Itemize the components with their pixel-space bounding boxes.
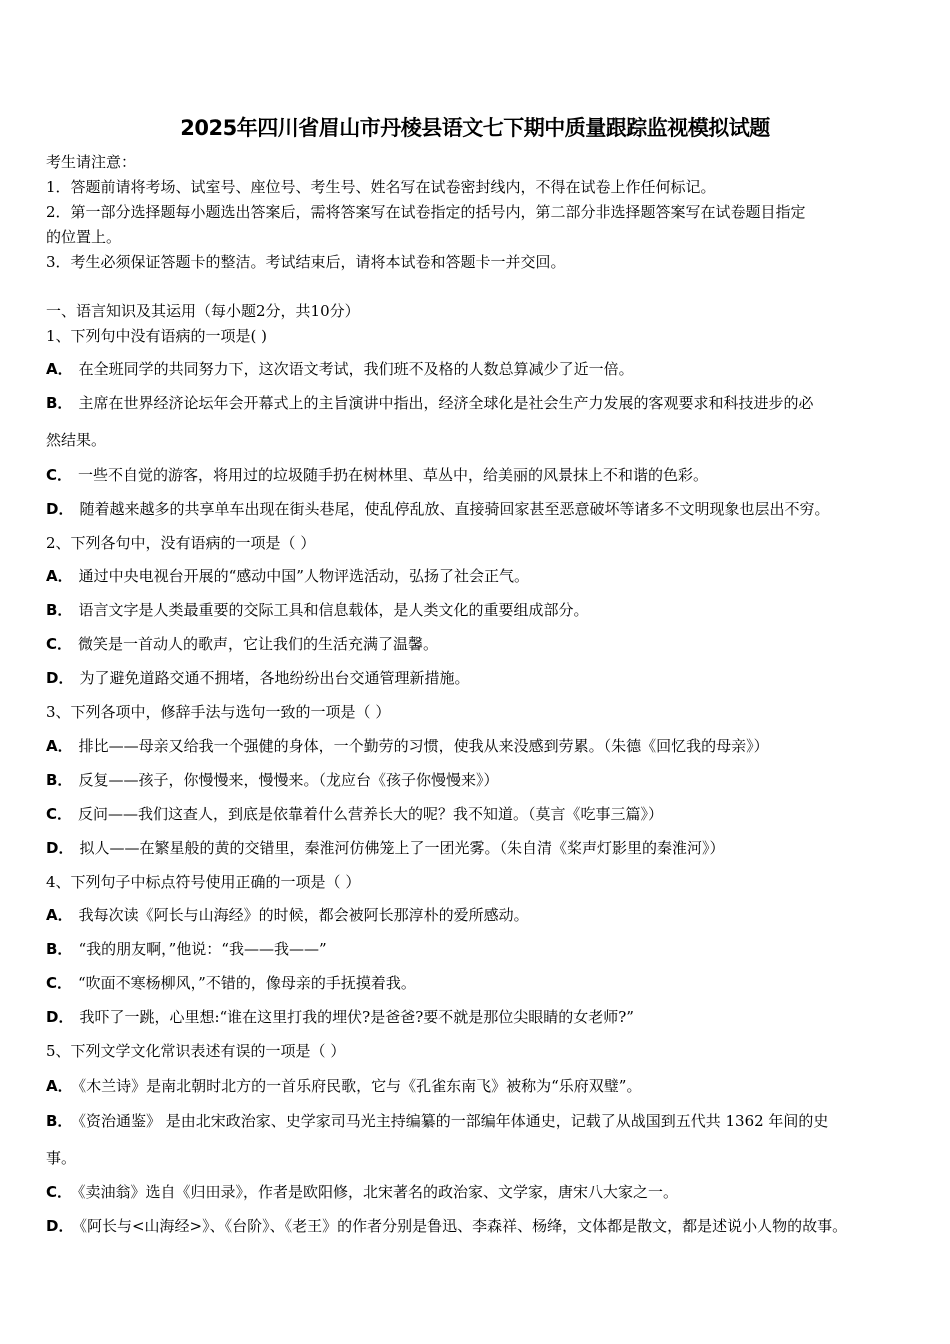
option-letter: C．	[46, 635, 73, 653]
option-text: 微笑是一首动人的歌声，它让我们的生活充满了温馨。	[78, 635, 439, 653]
option-text: 为了避免道路交通不拥堵，各地纷纷出台交通管理新措施。	[79, 669, 470, 687]
option-letter: C．	[46, 805, 73, 823]
option-text: “吹面不寒杨柳风，”不错的，像母亲的手抚摸着我。	[78, 974, 416, 992]
question-4-option-b	[46, 939, 916, 959]
question-4-stem: 4、下列句子中标点符号使用正确的一项是（ ）	[46, 873, 361, 891]
option-text: 然结果。	[46, 431, 107, 449]
option-letter: B．	[46, 394, 73, 412]
option-text: 一些不自觉的游客，将用过的垃圾随手扔在树林里、草丛中，给美丽的风景抹上不和谐的色彩。	[78, 466, 709, 484]
question-2-option-c	[46, 634, 916, 654]
option-letter: C．	[46, 1183, 73, 1201]
option-text: 反问——我们这查人，到底是依靠着什么营养长大的呢？我不知道。（莫言《吃事三篇》）	[78, 805, 664, 823]
notice-item-3: 3．考生必须保证答题卡的整洁。考试结束后，请将本试卷和答题卡一并交回。	[46, 253, 566, 271]
option-text: 反复——孩子，你慢慢来，慢慢来。（龙应台《孩子你慢慢来》）	[78, 771, 499, 789]
question-1-option-b-cont	[46, 430, 916, 450]
option-text: 排比——母亲又给我一个强健的身体，一个勤劳的习惯，使我从来没感到劳累。（朱德《回忆我的母亲》）	[78, 737, 769, 755]
option-letter: A．	[46, 360, 73, 378]
option-letter: D．	[46, 1217, 74, 1235]
option-letter: B．	[46, 601, 73, 619]
option-letter: B．	[46, 940, 73, 958]
question-4-option-a	[46, 905, 916, 925]
question-1-option-a	[46, 359, 916, 379]
question-2-option-a	[46, 566, 916, 586]
option-letter: D．	[46, 1008, 74, 1026]
option-letter: C．	[46, 466, 73, 484]
question-2-stem: 2、下列各句中，没有语病的一项是（ ）	[46, 534, 316, 552]
question-5-stem: 5、下列文学文化常识表述有误的一项是（ ）	[46, 1042, 346, 1060]
option-letter: A．	[46, 737, 73, 755]
option-letter: D．	[46, 669, 74, 687]
option-letter: C．	[46, 974, 73, 992]
notice-item-2-cont: 的位置上。	[46, 228, 122, 246]
option-letter: B．	[46, 771, 73, 789]
notice-heading: 考生请注意：	[46, 153, 137, 171]
option-letter: D．	[46, 500, 74, 518]
exam-title: 2025年四川省眉山市丹棱县语文七下期中质量跟踪监视模拟试题	[180, 116, 770, 140]
question-3-option-d	[46, 838, 916, 858]
question-3-option-a	[46, 736, 916, 756]
question-5-option-b	[46, 1111, 916, 1131]
option-text: 语言文字是人类最重要的交际工具和信息载体，是人类文化的重要组成部分。	[78, 601, 589, 619]
option-letter: B．	[46, 1112, 73, 1130]
option-text: 我每次读《阿长与山海经》的时候，都会被阿长那淳朴的爱所感动。	[78, 906, 529, 924]
question-5-option-a	[46, 1076, 916, 1096]
question-5-option-b-cont	[46, 1148, 916, 1168]
option-text: 事。	[46, 1149, 77, 1167]
option-text: 随着越来越多的共享单车出现在街头巷尾，使乱停乱放、直接骑回家甚至恶意破坏等诸多不文明现象也层出不穷。	[79, 500, 830, 518]
option-text: 拟人——在繁星般的黄的交错里，秦淮河仿佛笼上了一团光雾。（朱自清《桨声灯影里的秦淮河》）	[79, 839, 725, 857]
question-5-option-c	[46, 1182, 916, 1202]
option-text: 通过中央电视台开展的“感动中国”人物评选活动，弘扬了社会正气。	[78, 567, 529, 585]
option-text: 《木兰诗》是南北朝时北方的一首乐府民歌，它与《孔雀东南飞》被称为“乐府双璧”。	[78, 1077, 642, 1095]
question-3-stem: 3、下列各项中，修辞手法与选句一致的一项是（ ）	[46, 703, 391, 721]
option-text: 《卖油翁》选自《归田录》，作者是欧阳修，北宋著名的政治家、文学家，唐宋八大家之一。	[78, 1183, 679, 1201]
question-4-option-d	[46, 1007, 916, 1027]
section-heading: 一、语言知识及其运用（每小题2分，共10分）	[46, 302, 360, 320]
option-letter: A．	[46, 567, 73, 585]
option-text: 主席在世界经济论坛年会开幕式上的主旨演讲中指出，经济全球化是社会生产力发展的客观要求和科技进步的必	[78, 394, 814, 412]
question-2-option-b	[46, 600, 916, 620]
option-text: 《阿长与<山海经>》、《台阶》、《老王》的作者分别是鲁迅、李森祥、杨绛，文体都是散文，都是述说小人物的故事。	[79, 1217, 848, 1235]
option-letter: A．	[46, 1077, 73, 1095]
option-text: 《资治通鉴》 是由北宋政治家、史学家司马光主持编纂的一部编年体通史，记载了从战国到五代共 1362 年间的史	[78, 1112, 829, 1130]
option-letter: D．	[46, 839, 74, 857]
question-2-option-d	[46, 668, 916, 688]
question-3-option-b	[46, 770, 916, 790]
question-1-option-d	[46, 499, 916, 519]
option-text: 在全班同学的共同努力下，这次语文考试，我们班不及格的人数总算减少了近一倍。	[78, 360, 634, 378]
question-1-stem: 1、下列句中没有语病的一项是( )	[46, 327, 268, 345]
question-4-option-c	[46, 973, 916, 993]
option-text: “我的朋友啊，”他说：“我——我——”	[78, 940, 327, 958]
question-1-option-c	[46, 465, 916, 485]
notice-item-1: 1．答题前请将考场、试室号、座位号、考生号、姓名写在试卷密封线内，不得在试卷上作任何标记。	[46, 178, 716, 196]
question-3-option-c	[46, 804, 916, 824]
question-5-option-d	[46, 1216, 916, 1236]
option-letter: A．	[46, 906, 73, 924]
question-1-option-b	[46, 393, 916, 413]
notice-item-2: 2．第一部分选择题每小题选出答案后，需将答案写在试卷指定的括号内，第二部分非选择题答案写在试卷题目指定	[46, 203, 806, 221]
option-text: 我吓了一跳，心里想:“谁在这里打我的埋伏?是爸爸?要不就是那位尖眼睛的女老师?”	[79, 1008, 634, 1026]
